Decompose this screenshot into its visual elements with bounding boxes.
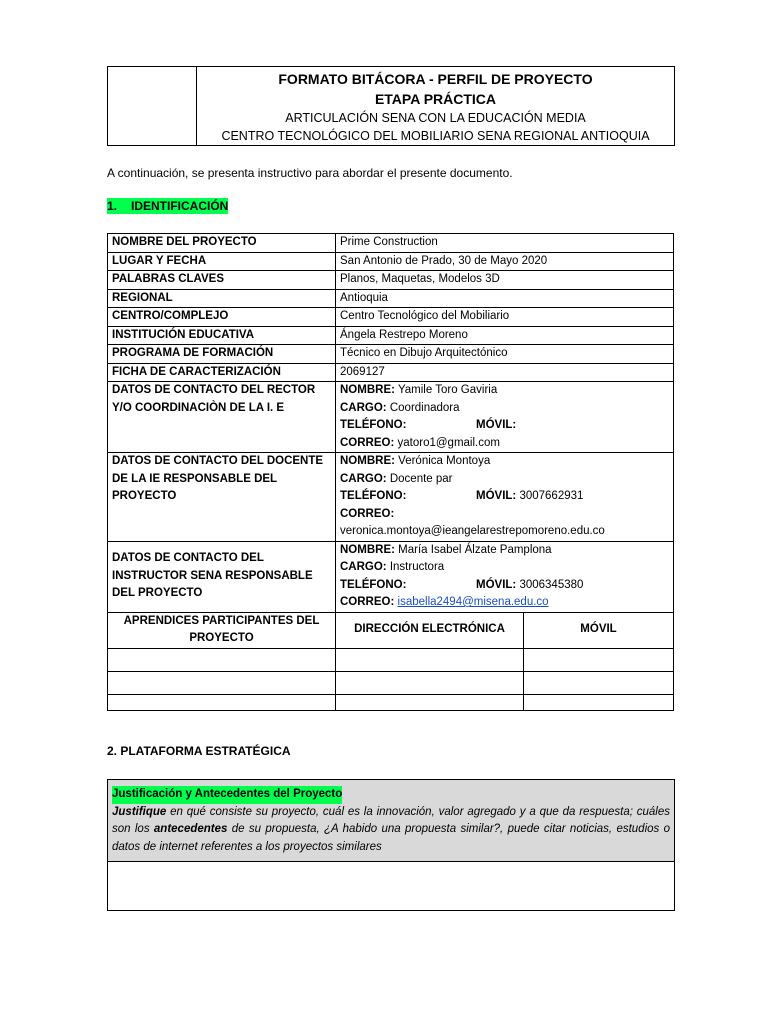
rector-contact: [336, 382, 674, 453]
strategic-text-part2: de su propuesta, ¿A habido una propuesta similar?, puede citar noticias, estudios o datos de internet referentes a los proyectos similares: [112, 823, 671, 853]
field-value: Ángela Restrepo Moreno: [336, 326, 674, 345]
instructor-email-link[interactable]: isabella2494@misena.edu.co: [397, 596, 549, 608]
apprentice-row: [108, 648, 674, 671]
table-row: [108, 326, 674, 345]
docente-name: Verónica Montoya: [398, 455, 491, 467]
nombre-label: NOMBRE:: [340, 384, 395, 396]
table-row-instructor: [108, 541, 674, 612]
telefono-label: TELÉFONO:: [340, 578, 407, 591]
header-box: [107, 66, 675, 146]
apprentices-col-header: APRENDICES PARTICIPANTES DEL PROYECTO: [108, 612, 336, 648]
docente-mobile: 3007662931: [519, 490, 584, 502]
field-value: Prime Construction: [336, 234, 674, 253]
apprentice-row: [108, 671, 674, 694]
apprentice-email-cell[interactable]: [336, 671, 524, 694]
docente-email: veronica.montoya@ieangelarestrepomoreno.edu.co: [340, 525, 605, 537]
correo-label: CORREO:: [340, 596, 395, 608]
rector-email: yatoro1@gmail.com: [397, 436, 500, 449]
movil-label: MÓVIL:: [476, 578, 517, 591]
docente-role: Docente par: [389, 472, 453, 485]
field-label: PROGRAMA DE FORMACIÓN: [108, 345, 336, 364]
document-stage: ETAPA PRÁCTICA: [374, 91, 497, 107]
strategic-instructions: [108, 780, 674, 862]
nombre-label: NOMBRE:: [340, 455, 395, 467]
correo-label: CORREO:: [340, 507, 395, 520]
table-row-docente: [108, 453, 674, 542]
correo-label: CORREO:: [340, 436, 395, 449]
strategic-text: [112, 804, 670, 857]
rector-label: DATOS DE CONTACTO DEL RECTOR Y/O COORDINACIÒN DE LA I. E: [108, 382, 336, 453]
field-value: Centro Tecnológico del Mobiliario: [336, 308, 674, 327]
field-label: INSTITUCIÓN EDUCATIVA: [108, 326, 336, 345]
table-row: [108, 345, 674, 364]
table-row: [108, 308, 674, 327]
rector-role: Coordinadora: [389, 401, 460, 414]
justifique-word: Justifique: [112, 805, 167, 818]
instructor-role: Instructora: [389, 561, 445, 573]
field-value: San Antonio de Prado, 30 de Mayo 2020: [336, 252, 674, 271]
rector-name: Yamile Toro Gaviria: [397, 384, 498, 396]
section-1-number: 1.: [107, 198, 131, 214]
strategic-title: Justificación y Antecedentes del Proyecto: [112, 786, 342, 804]
identification-table: [107, 233, 674, 711]
section-1-heading: [107, 198, 228, 214]
movil-label: MÓVIL:: [476, 490, 517, 502]
email-col-header: DIRECCIÓN ELECTRÓNICA: [336, 612, 524, 648]
field-value: 2069127: [336, 363, 674, 382]
antecedentes-word: antecedentes: [153, 823, 228, 835]
section-2-heading: 2. PLATAFORMA ESTRATÉGICA: [107, 744, 291, 758]
intro-text: A continuación, se presenta instructivo para abordar el presente documento.: [107, 166, 513, 180]
apprentice-email-cell[interactable]: [336, 694, 524, 710]
apprentice-mobile-cell[interactable]: [524, 671, 674, 694]
strategic-text-part1: en qué consiste su proyecto, cuál es la innovación, valor agregado y a que da respuesta; cuáles son los: [112, 805, 670, 835]
mobile-col-header: MÓVIL: [524, 612, 674, 648]
field-value: Planos, Maquetas, Modelos 3D: [336, 271, 674, 290]
apprentice-email-cell[interactable]: [336, 648, 524, 671]
apprentice-name-cell[interactable]: [108, 671, 336, 694]
table-row-rector: [108, 382, 674, 453]
apprentices-header-row: [108, 612, 674, 648]
cargo-label: CARGO:: [340, 401, 387, 414]
section-1-title: IDENTIFICACIÓN: [131, 199, 229, 213]
apprentice-mobile-cell[interactable]: [524, 648, 674, 671]
table-row: [108, 252, 674, 271]
field-value: Técnico en Dibujo Arquitectónico: [336, 345, 674, 364]
docente-label: DATOS DE CONTACTO DEL DOCENTE DE LA IE RESPONSABLE DEL PROYECTO: [108, 453, 336, 542]
instructor-label: DATOS DE CONTACTO DEL INSTRUCTOR SENA RESPONSABLE DEL PROYECTO: [108, 541, 336, 612]
table-row: [108, 289, 674, 308]
strategic-answer-area[interactable]: [108, 862, 674, 908]
docente-contact: [336, 453, 674, 542]
instructor-contact: [336, 541, 674, 612]
field-label: FICHA DE CARACTERIZACIÓN: [108, 363, 336, 382]
instructor-name: María Isabel Álzate Pamplona: [398, 543, 552, 556]
field-label: LUGAR Y FECHA: [108, 252, 336, 271]
document-center: CENTRO TECNOLÓGICO DEL MOBILIARIO SENA REGIONAL ANTIOQUIA: [221, 129, 650, 143]
apprentice-name-cell[interactable]: [108, 694, 336, 710]
logo-cell: [108, 67, 197, 145]
field-value: Antioquia: [336, 289, 674, 308]
nombre-label: NOMBRE:: [340, 543, 395, 556]
apprentice-row: [108, 694, 674, 710]
title-cell: [197, 67, 674, 145]
movil-label: MÓVIL:: [476, 419, 517, 431]
telefono-label: TELÉFONO:: [340, 419, 407, 431]
table-row: [108, 363, 674, 382]
instructor-mobile: 3006345380: [519, 578, 584, 591]
apprentice-mobile-cell[interactable]: [524, 694, 674, 710]
telefono-label: TELÉFONO:: [340, 490, 407, 502]
cargo-label: CARGO:: [340, 472, 387, 485]
document-subtitle: ARTICULACIÓN SENA CON LA EDUCACIÓN MEDIA: [285, 111, 586, 125]
table-row: [108, 234, 674, 253]
strategic-platform-box: [107, 779, 675, 911]
cargo-label: CARGO:: [340, 561, 387, 573]
apprentice-name-cell[interactable]: [108, 648, 336, 671]
field-label: REGIONAL: [108, 289, 336, 308]
table-row: [108, 271, 674, 290]
document-title: FORMATO BITÁCORA - PERFIL DE PROYECTO: [278, 71, 593, 87]
field-label: NOMBRE DEL PROYECTO: [108, 234, 336, 253]
field-label: PALABRAS CLAVES: [108, 271, 336, 290]
field-label: CENTRO/COMPLEJO: [108, 308, 336, 327]
